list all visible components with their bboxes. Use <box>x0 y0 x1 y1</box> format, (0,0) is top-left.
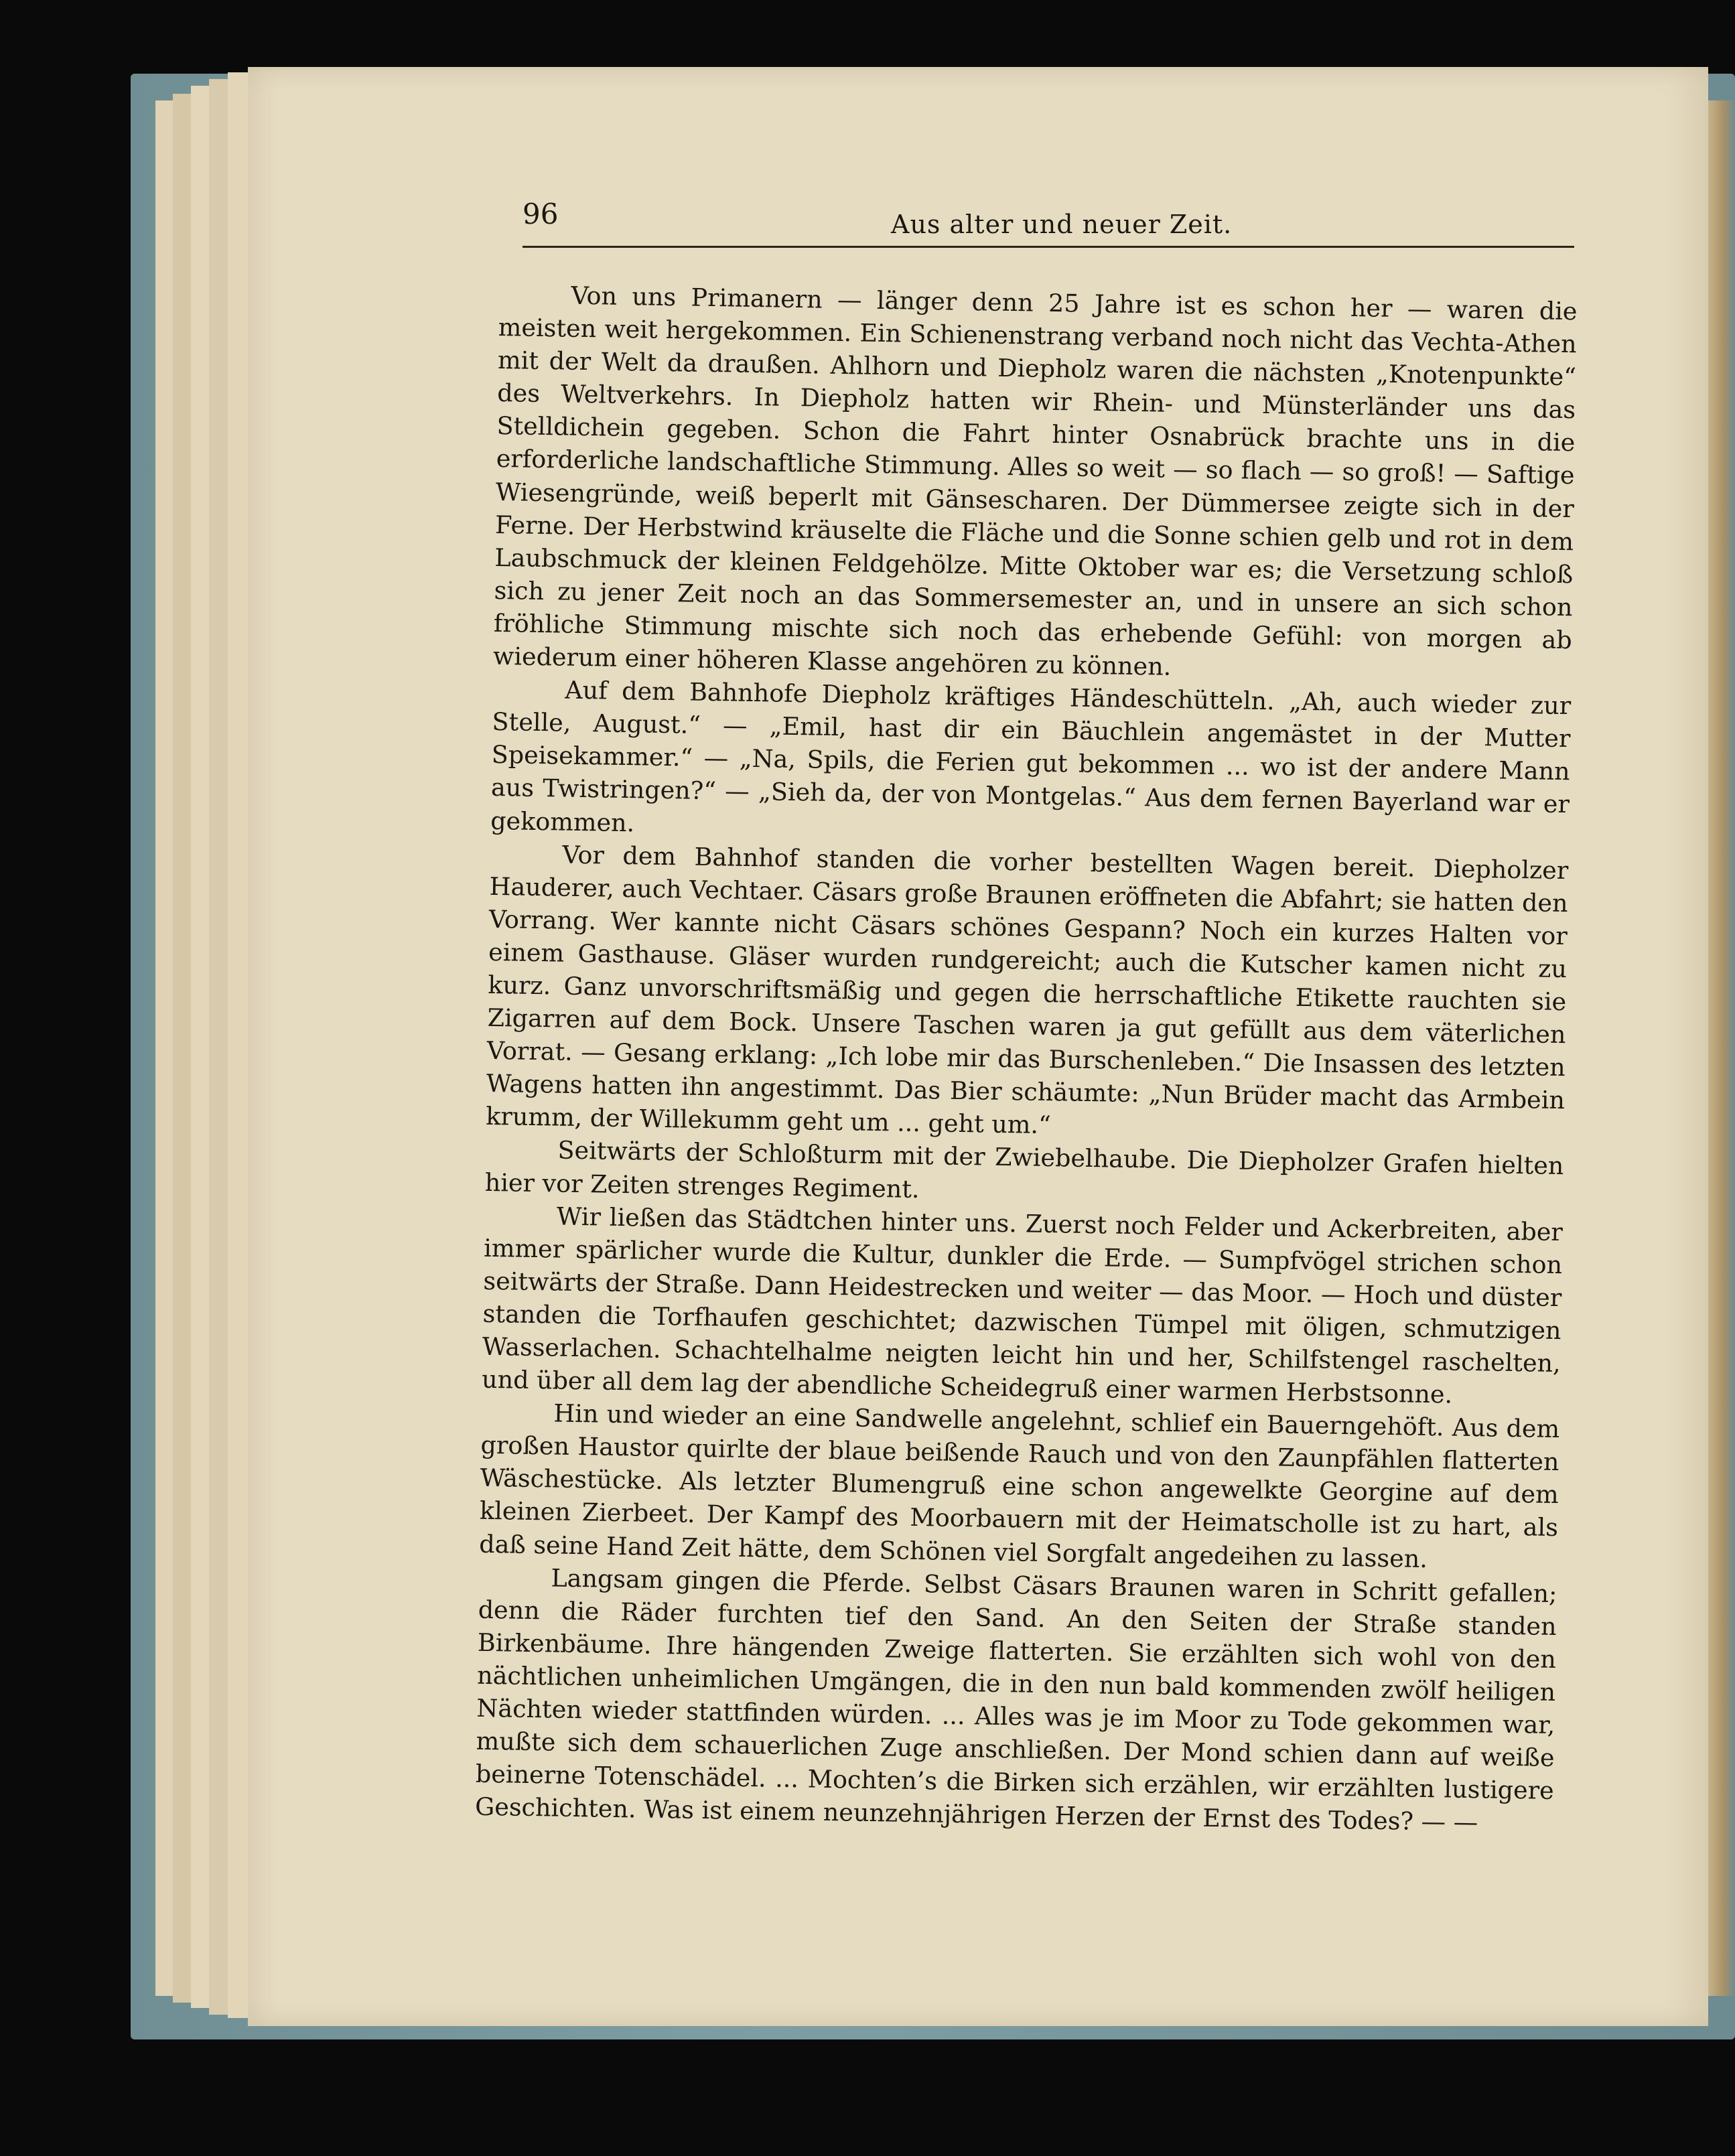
page-number: 96 <box>523 198 559 230</box>
paragraph: Von uns Primanern — länger denn 25 Jahre ist es schon her — waren die meisten weit hergekommen. Ein Schienenstrang verband noch nicht das Vechta-Athen mit der Welt da draußen. Ahlhorn und Diepholz waren die nächsten „Knotenpunkte“ des Weltverkehrs. In Diepholz hatten wir Rhein- und Münsterländer uns das Stelldichein gegeben. Schon die Fahrt hinter Osnabrück brachte uns in die erforderliche landschaftliche Stimmung. Alles so weit — so flach — so groß! — Saftige Wiesengründe, weiß beperlt mit Gänsescharen. Der Dümmersee zeigte sich in der Ferne. Der Herbstwind kräuselte die Fläche und die Sonne schien gelb und rot in dem Laubschmuck der kleinen Feldgehölze. Mitte Oktober war es; die Versetzung schloß sich zu jener Zeit noch an das Sommersemester an, und in unsere an sich schon fröhliche Stimmung mischte sich noch das erhebende Gefühl: von morgen ab wiederum einer höheren Klasse angehören zu können. <box>492 281 1578 681</box>
paragraph: Auf dem Bahnhofe Diepholz kräftiges Händeschütteln. „Ah, auch wieder zur Stelle, August.“ — „Emil, hast dir ein Bäuchlein angemästet in der Mutter Speisekammer.“ — „Na, Spils, die Ferien gut bekommen ... wo ist der andere Mann aus Twistringen?“ — „Sieh da, der von Montgelas.“ Aus dem fernen Bayerland war er gekommen. <box>490 675 1572 837</box>
page-header <box>523 198 1574 251</box>
header-rule <box>523 246 1574 248</box>
page-body <box>475 278 1578 1840</box>
paragraph: Langsam gingen die Pferde. Selbst Cäsars Braunen waren in Schritt gefallen; denn die Räder furchten tief den Sand. An den Seiten der Straße standen Birkenbäume. Ihre hängenden Zweige flatterten. Sie erzählten sich wohl von den nächtlichen unheimlichen Umgängen, die in den nun bald kommenden zwölf heiligen Nächten wieder stattfinden würden. ... Alles was je im Moor zu Tode gekommen war, mußte sich dem schauerlichen Zuge anschließen. Der Mond schien dann auf weiße beinerne Totenschädel. ... Mochten’s die Birken sich erzählen, wir erzählten lustigere Geschichten. Was ist einem neunzehnjährigen Herzen der Ernst des Todes? — — <box>474 1563 1557 1837</box>
book-gutter <box>1707 100 1735 1996</box>
paragraph: Hin und wieder an eine Sandwelle angelehnt, schlief ein Bauerngehöft. Aus dem großen Haustor quirlte der blaue beißende Rauch und von den Zaunpfählen flatterten Wäschestücke. Als letzter Blumengruß eine schon angewelkte Georgine auf dem kleinen Zierbeet. Der Kampf des Moorbauern mit der Heimatscholle ist zu hart, als daß seine Hand Zeit hätte, dem Schönen viel Sorgfalt angedeihen zu lassen. <box>478 1398 1560 1573</box>
paragraph: Seitwärts der Schloßturm mit der Zwiebelhaube. Die Diepholzer Grafen hielten hier vor Zeiten strenges Regiment. <box>484 1135 1564 1204</box>
paragraph: Vor dem Bahnhof standen die vorher bestellten Wagen bereit. Diepholzer Hauderer, auch Vechtaer. Cäsars große Braunen eröffneten die Abfahrt; sie hatten den Vorrang. Wer kannte nicht Cäsars schönes Gespann? Noch ein kurzes Halten vor einem Gasthause. Gläser wurden rundgereicht; auch die Kutscher kamen nicht zu kurz. Ganz unvorschriftsmäßig und gegen die herrschaftliche Etikette rauchten sie Zigarren auf dem Bock. Unsere Taschen waren ja gut gefüllt aus dem väterlichen Vorrat. — Gesang erklang: „Ich lobe mir das Burschenleben.“ Die Insassen des letzten Wagens hatten ihn angestimmt. Das Bier schäumte: „Nun Brüder macht das Armbein krumm, der Willekumm geht um ... geht um.“ <box>485 840 1569 1140</box>
paragraph: Wir ließen das Städtchen hinter uns. Zuerst noch Felder und Ackerbreiten, aber immer spärlicher wurde die Kultur, dunkler die Erde. — Sumpfvögel strichen schon seitwärts der Straße. Dann Heidestrecken und weiter — das Moor. — Hoch und düster standen die Torfhaufen geschichtet; dazwischen Tümpel mit öligen, schmutzigen Wasserlachen. Schachtelhalme neigten leicht hin und her, Schilfstengel raschelten, und über all dem lag der abendliche Scheidegruß einer warmen Herbstsonne. <box>481 1202 1564 1409</box>
running-title: Aus alter und neuer Zeit. <box>891 210 1233 239</box>
